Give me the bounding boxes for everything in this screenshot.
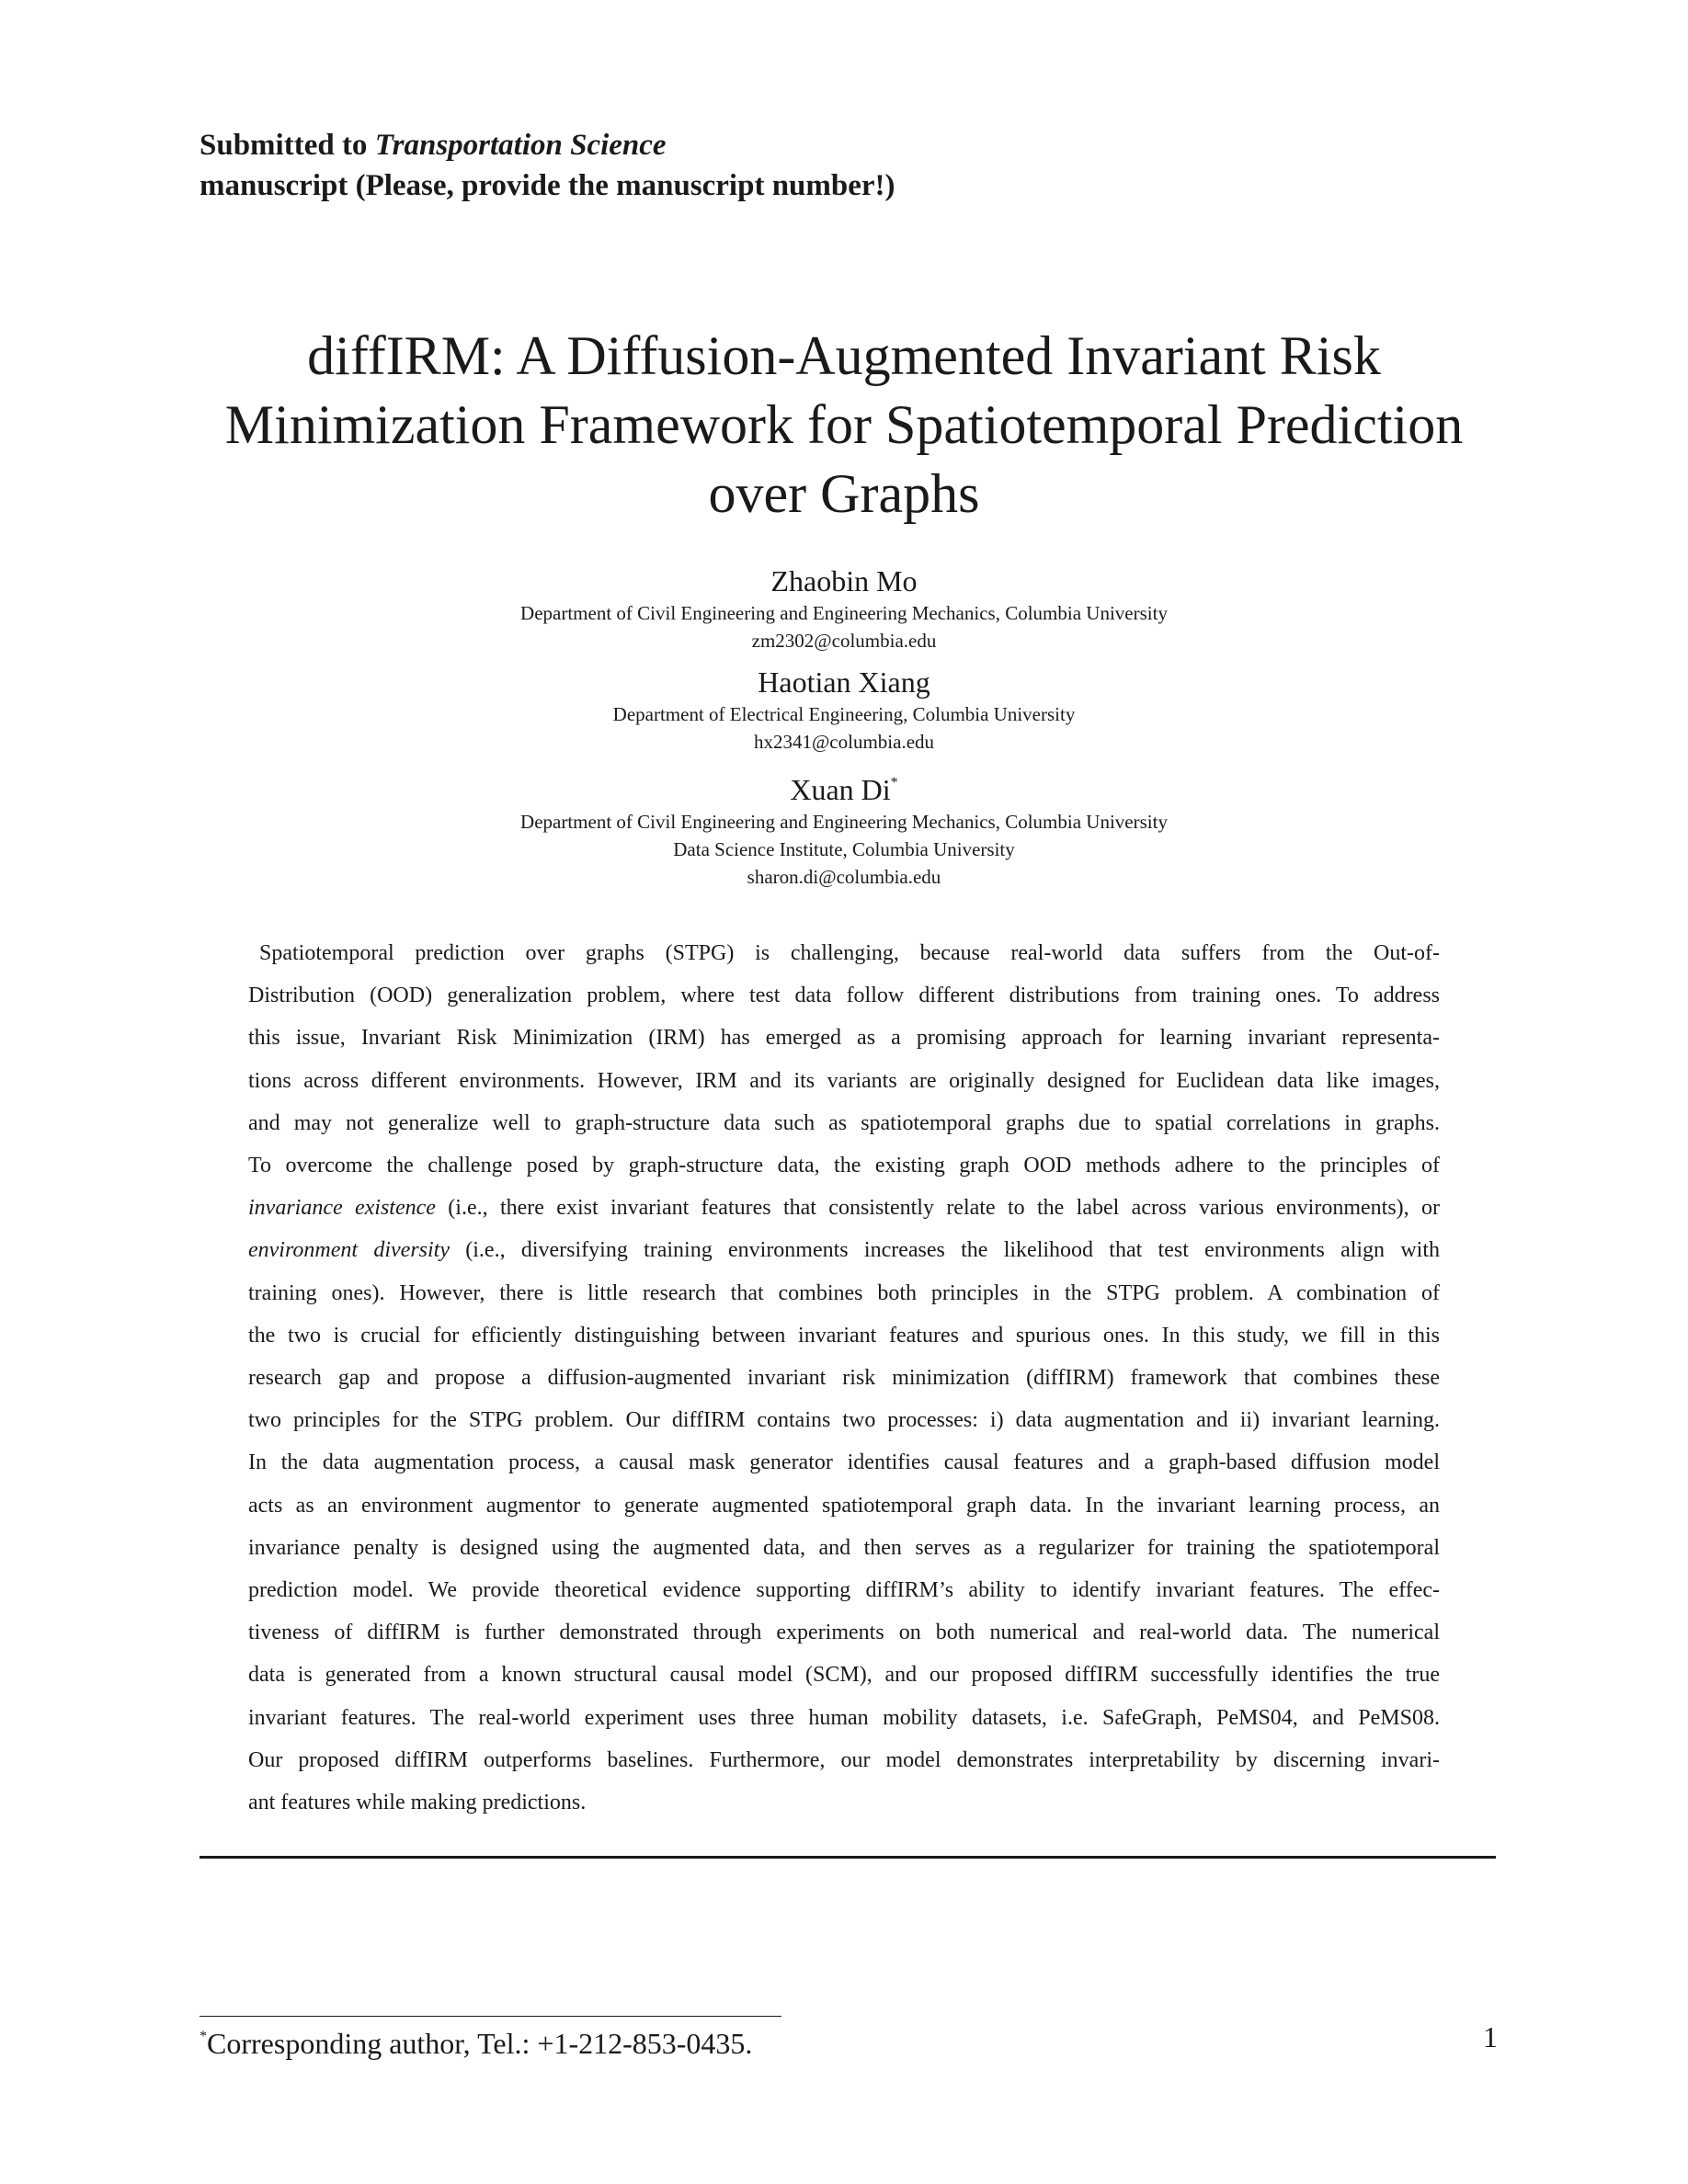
footnote-marker: * [200, 2029, 207, 2044]
title-line: diffIRM: A Diffusion-Augmented Invariant Risk [307, 325, 1381, 386]
abstract-line: and may not generalize well to graph-structure data such as spatiotemporal graphs due to spatial correlations in graphs. [248, 1110, 1440, 1135]
abstract-line: tions across different environments. However, IRM and its variants are originally designed for Euclidean data like images, [248, 1068, 1440, 1093]
author-list [0, 563, 1688, 900]
author-block [0, 563, 1688, 654]
abstract-line: prediction model. We provide theoretical evidence supporting diffIRM’s ability to identify invariant features. The effec- [248, 1578, 1440, 1603]
author-name-text: Zhaobin Mo [770, 564, 918, 597]
abstract-text: (i.e., there exist invariant features that consistently relate to the label across various environments), or [435, 1196, 1440, 1221]
abstract-line: training ones). However, there is little research that combines both principles in the STPG problem. A combination of [248, 1280, 1440, 1305]
submission-line [200, 125, 895, 165]
abstract-text: (i.e., diversifying training environments increases the likelihood that test environments align with [449, 1238, 1440, 1263]
abstract-line: the two is crucial for efficiently distinguishing between invariant features and spurious ones. In this study, we fill in this [248, 1323, 1440, 1348]
abstract-line: Our proposed diffIRM outperforms baselines. Furthermore, our model demonstrates interpretability by discerning invari- [248, 1747, 1440, 1772]
abstract-divider [200, 1856, 1496, 1859]
abstract-line: acts as an environment augmentor to generate augmented spatiotemporal graph data. In the invariant learning process, an [248, 1493, 1440, 1518]
author-name [0, 563, 1688, 599]
author-name-text: Haotian Xiang [758, 665, 930, 699]
corresponding-author-marker: * [890, 775, 898, 791]
author-email: zm2302@columbia.edu [751, 630, 937, 652]
journal-name: Transportation Science [374, 129, 667, 162]
author-email: hx2341@columbia.edu [753, 731, 935, 753]
submission-header [200, 125, 895, 206]
title-line: Minimization Framework for Spatiotemporal Prediction [224, 394, 1464, 455]
author-affiliation: Department of Electrical Engineering, Columbia University [612, 703, 1076, 725]
author-affiliation: Department of Civil Engineering and Engineering Mechanics, Columbia University [520, 602, 1168, 624]
abstract-line: Spatiotemporal prediction over graphs (STPG) is challenging, because real-world data suffers from the Out-of- [259, 941, 1440, 965]
abstract-line: tiveness of diffIRM is further demonstrated through experiments on both numerical and real-world data. The numerical [248, 1621, 1440, 1645]
footnote-text: Corresponding author, Tel.: +1-212-853-0435. [207, 2027, 753, 2060]
title-line: over Graphs [708, 463, 980, 524]
submitted-prefix: Submitted to [200, 129, 375, 162]
abstract-line: ant features while making predictions. [248, 1791, 587, 1815]
abstract [248, 932, 1440, 1824]
author-name-text: Xuan Di [790, 773, 891, 806]
author-name [0, 664, 1688, 700]
paper-title [0, 322, 1688, 529]
author-affiliation: Data Science Institute, Columbia University [673, 838, 1015, 860]
page-number: 1 [1483, 2020, 1498, 2053]
abstract-line [248, 1187, 1440, 1229]
manuscript-line: manuscript (Please, provide the manuscript number!) [200, 169, 895, 202]
author-block [0, 664, 1688, 756]
abstract-line: To overcome the challenge posed by graph-structure data, the existing graph OOD methods adhere to the principles of [248, 1154, 1440, 1178]
author-name [0, 765, 1688, 808]
abstract-line: data is generated from a known structural causal model (SCM), and our proposed diffIRM successfully identifies the true [248, 1663, 1440, 1688]
abstract-line: Distribution (OOD) generalization problem, where test data follow different distributions from training ones. To address [248, 984, 1440, 1008]
abstract-line: research gap and propose a diffusion-augmented invariant risk minimization (diffIRM) framework that combines these [248, 1366, 1440, 1391]
author-block [0, 765, 1688, 891]
emphasis-term: invariance existence [248, 1196, 436, 1221]
abstract-line: invariance penalty is designed using the augmented data, and then serves as a regularizer for training the spatiotemporal [248, 1535, 1440, 1560]
abstract-line: this issue, Invariant Risk Minimization (IRM) has emerged as a promising approach for learning invariant representa- [248, 1026, 1440, 1051]
abstract-line [248, 1229, 1440, 1271]
abstract-line: invariant features. The real-world experiment uses three human mobility datasets, i.e. SafeGraph, PeMS04, and PeMS08. [248, 1705, 1440, 1730]
footnote-divider [200, 2016, 781, 2017]
abstract-line: In the data augmentation process, a causal mask generator identifies causal features and a graph-based diffusion model [248, 1450, 1440, 1475]
author-affiliation: Department of Civil Engineering and Engineering Mechanics, Columbia University [520, 811, 1168, 833]
abstract-line: two principles for the STPG problem. Our diffIRM contains two processes: i) data augmentation and ii) invariant learning. [248, 1408, 1440, 1433]
footnote [200, 2019, 752, 2062]
author-email: sharon.di@columbia.edu [747, 866, 941, 888]
emphasis-term: environment diversity [248, 1238, 450, 1263]
